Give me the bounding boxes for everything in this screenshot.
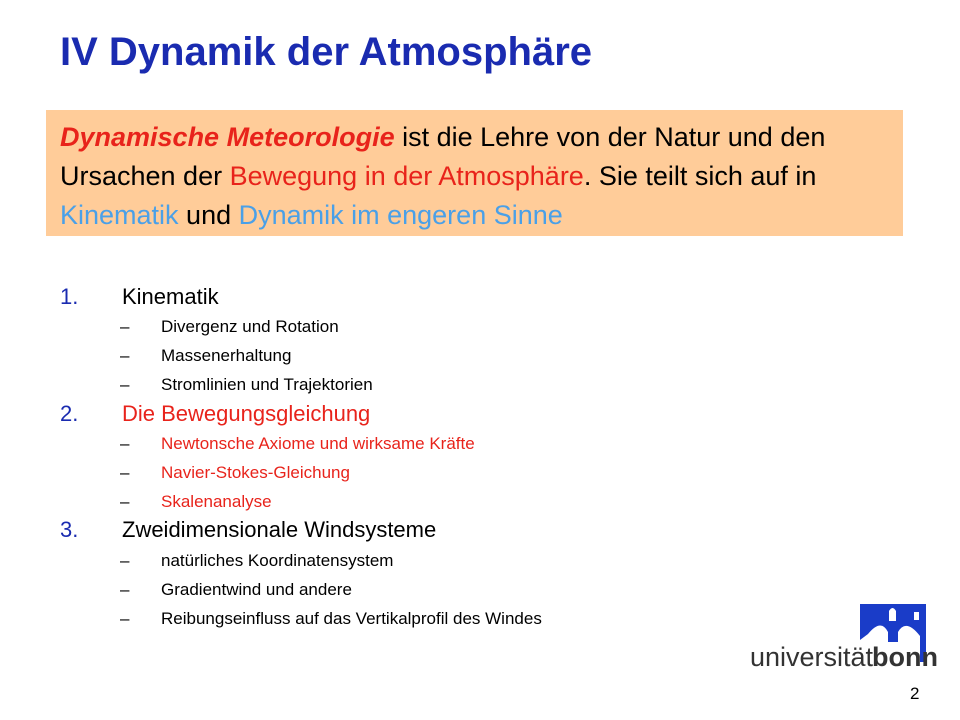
outline-subitem-label: Reibungseinfluss auf das Vertikalprofil des Windes	[161, 609, 542, 628]
outline-item-label: Die Bewegungsgleichung	[122, 401, 371, 426]
outline-item-number: 1.	[60, 284, 79, 309]
outline-subitem-label: Stromlinien und Trajektorien	[161, 375, 373, 394]
definition-text: ist die Lehre von der Natur und den Ursachen der	[60, 122, 826, 191]
bullet-dash: –	[120, 609, 130, 628]
outline-subitem-label: Gradientwind und andere	[161, 580, 352, 599]
bullet-dash: –	[120, 463, 130, 482]
outline-subitem-label: natürliches Koordinatensystem	[161, 551, 394, 570]
bullet-dash: –	[120, 580, 130, 599]
definition-text: und	[178, 200, 239, 230]
outline-item-number: 2.	[60, 401, 79, 426]
slide-title: IV Dynamik der Atmosphäre	[60, 30, 593, 74]
outline-subitem-label: Newtonsche Axiome und wirksame Kräfte	[161, 434, 475, 453]
outline-subitem-label: Divergenz und Rotation	[161, 317, 339, 336]
logo-text-universitaet: universität	[750, 642, 874, 672]
definition-text: . Sie teilt sich auf in	[583, 161, 817, 191]
page-number: 2	[910, 684, 920, 703]
outline-item-label: Zweidimensionale Windsysteme	[122, 517, 437, 542]
bullet-dash: –	[120, 346, 130, 365]
bullet-dash: –	[120, 551, 130, 570]
bullet-dash: –	[120, 375, 130, 394]
bullet-dash: –	[120, 492, 130, 511]
outline-item-label: Kinematik	[122, 284, 219, 309]
university-logo	[748, 602, 938, 672]
outline-item-number: 3.	[60, 517, 79, 542]
bullet-dash: –	[120, 317, 130, 336]
definition-highlight-motion: Bewegung in der Atmosphäre	[229, 161, 584, 191]
bullet-dash: –	[120, 434, 130, 453]
outline-subitem-label: Navier-Stokes-Gleichung	[161, 463, 350, 482]
logo-text-bonn: bonn	[872, 642, 938, 672]
definition-highlight-dynamics: Dynamik im engeren Sinne	[238, 200, 563, 230]
definition-highlight-kinematics: Kinematik	[60, 200, 179, 230]
definition-term: Dynamische Meteorologie	[60, 122, 395, 152]
outline-subitem-label: Massenerhaltung	[161, 346, 292, 365]
outline-subitem-label: Skalenanalyse	[161, 492, 272, 511]
